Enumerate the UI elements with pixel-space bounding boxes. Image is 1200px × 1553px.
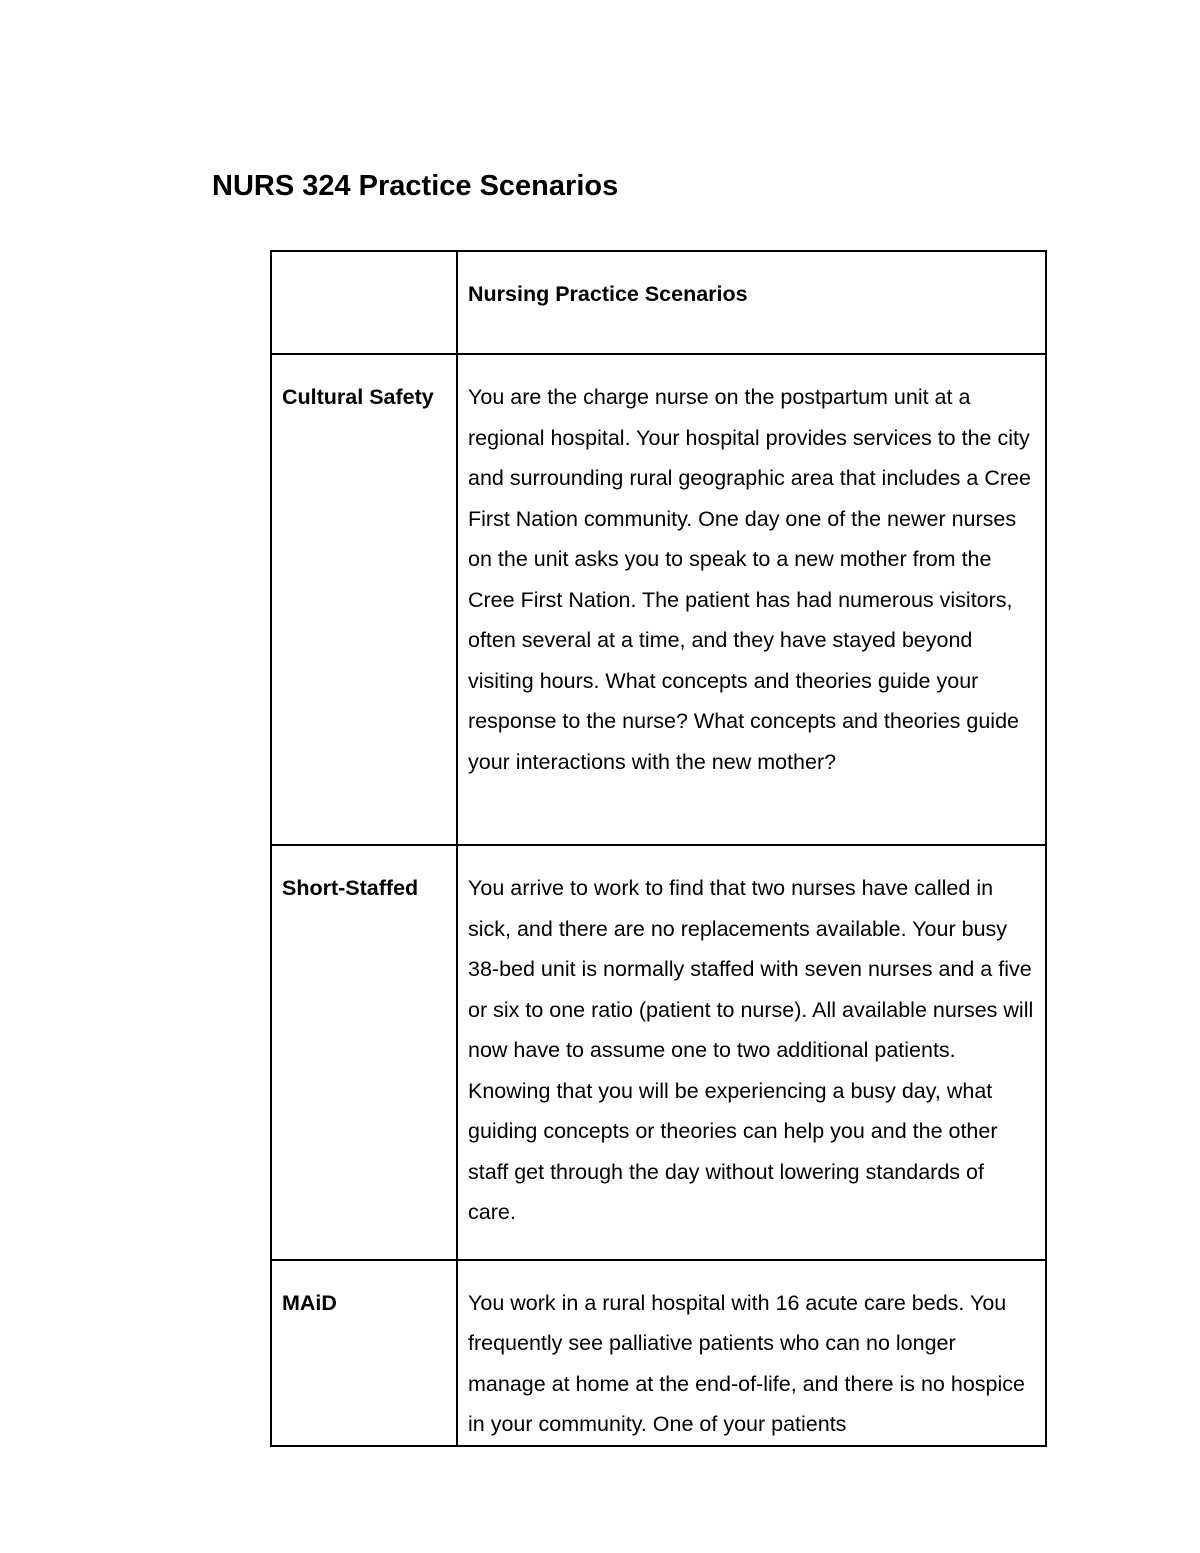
table-row xyxy=(271,354,1046,845)
topic-maid: MAiD xyxy=(271,1260,457,1446)
scenarios-table xyxy=(270,250,1047,1447)
scenario-short-staffed: You arrive to work to find that two nurses have called in sick, and there are no replacements available. Your busy 38-bed unit is normally staffed with seven nurses and a five or six to one ratio (patient to nurse). All available nurses will now have to assume one to two additional patients. Knowing that you will be experiencing a busy day, what guiding concepts or theories can help you and the other staff get through the day without lowering standards of care. xyxy=(457,845,1046,1260)
header-topic-cell xyxy=(271,251,457,354)
scenario-maid: You work in a rural hospital with 16 acute care beds. You frequently see palliative patients who can no longer manage at home at the end-of-life, and there is no hospice in your community. One of your patients xyxy=(457,1260,1046,1446)
document-title: NURS 324 Practice Scenarios xyxy=(212,170,619,202)
topic-cultural-safety: Cultural Safety xyxy=(271,354,457,845)
header-scenario-cell: Nursing Practice Scenarios xyxy=(457,251,1046,354)
table-header-row xyxy=(271,251,1046,354)
table-row xyxy=(271,845,1046,1260)
table-row xyxy=(271,1260,1046,1446)
topic-short-staffed: Short-Staffed xyxy=(271,845,457,1260)
scenario-cultural-safety: You are the charge nurse on the postpartum unit at a regional hospital. Your hospital provides services to the city and surrounding rural geographic area that includes a Cree First Nation community. One day one of the newer nurses on the unit asks you to speak to a new mother from the Cree First Nation. The patient has had numerous visitors, often several at a time, and they have stayed beyond visiting hours. What concepts and theories guide your response to the nurse? What concepts and theories guide your interactions with the new mother? xyxy=(457,354,1046,845)
